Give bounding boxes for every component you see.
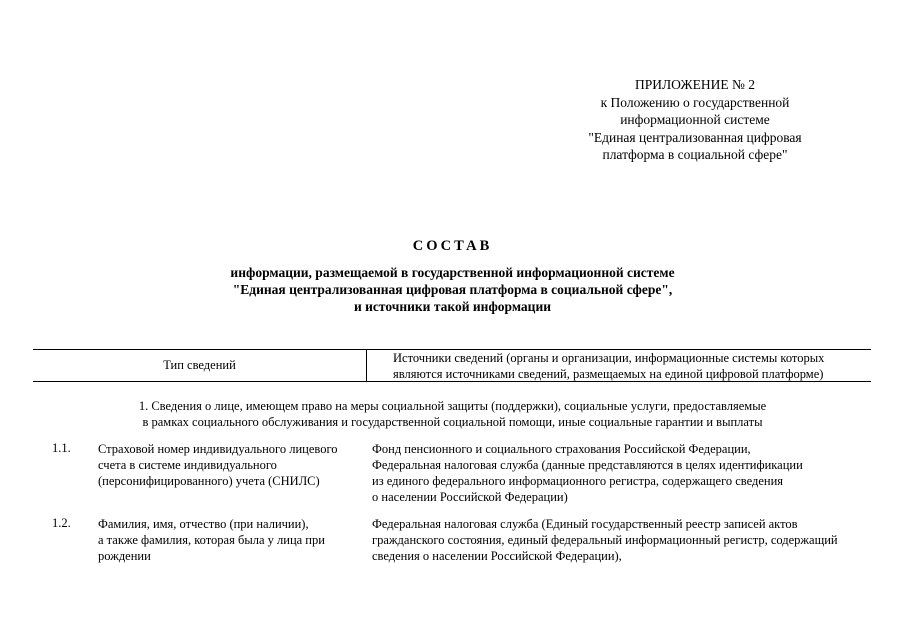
- row-type-line: а также фамилия, которая была у лица при: [98, 533, 325, 547]
- row-source-line: Фонд пенсионного и социального страхования Российской Федерации,: [372, 442, 751, 456]
- subtitle-line: и источники такой информации: [353, 299, 552, 314]
- header-sources-line: являются источниками сведений, размещаемых на единой цифровой платформе): [393, 367, 824, 381]
- row-source-line: из единого федерального информационного регистра, содержащего сведения: [372, 474, 784, 488]
- appendix-line: "Единая централизованная цифровая: [588, 129, 802, 145]
- header-sources-line: Источники сведений (органы и организации, информационные системы которых: [393, 351, 825, 365]
- row-type-line: Страховой номер индивидуального лицевого: [98, 442, 338, 456]
- table-column-divider: [366, 349, 367, 381]
- row-source-line: сведения о населении Российской Федерации),: [372, 549, 622, 563]
- row-type-cell: [98, 516, 360, 564]
- appendix-line: к Положению о государственной: [600, 94, 790, 110]
- table-header-type: Тип сведений: [163, 358, 236, 372]
- row-type-line: (персонифицированного) учета (СНИЛС): [98, 474, 320, 488]
- row-type-cell: [98, 441, 360, 489]
- row-number: 1.1.: [52, 441, 71, 455]
- appendix-line: ПРИЛОЖЕНИЕ № 2: [634, 77, 756, 92]
- row-source-line: Федеральная налоговая служба (данные представляются в целях идентификации: [372, 458, 803, 472]
- section-heading: [0, 398, 905, 430]
- row-type-line: рождении: [98, 549, 151, 563]
- section-heading-line: 1. Сведения о лице, имеющем право на меры социальной защиты (поддержки), социальные услуги, предоставляемые: [138, 399, 767, 413]
- section-heading-line: в рамках социального обслуживания и государственной социальной помощи, иные социальные гарантии и выплаты: [142, 415, 763, 429]
- row-type-line: счета в системе индивидуального: [98, 458, 277, 472]
- document-subtitle: [0, 264, 905, 315]
- subtitle-line: "Единая централизованная цифровая платформа в социальной сфере",: [232, 282, 673, 297]
- row-source-cell: [372, 441, 872, 505]
- appendix-line: информационной системе: [620, 112, 770, 127]
- table-header-sources: [393, 350, 863, 382]
- row-source-line: гражданского состояния, единый федеральный информационный регистр, содержащий: [372, 533, 838, 547]
- row-type-line: Фамилия, имя, отчество (при наличии),: [98, 517, 309, 531]
- appendix-block: [545, 76, 845, 164]
- row-number: 1.2.: [52, 516, 71, 530]
- row-source-line: Федеральная налоговая служба (Единый государственный реестр записей актов: [372, 517, 798, 531]
- appendix-line: платформа в социальной сфере": [602, 147, 788, 162]
- subtitle-line: информации, размещаемой в государственной информационной системе: [230, 265, 675, 280]
- row-source-cell: [372, 516, 872, 564]
- document-title: СОСТАВ: [412, 238, 493, 254]
- row-source-line: о населении Российской Федерации): [372, 490, 568, 504]
